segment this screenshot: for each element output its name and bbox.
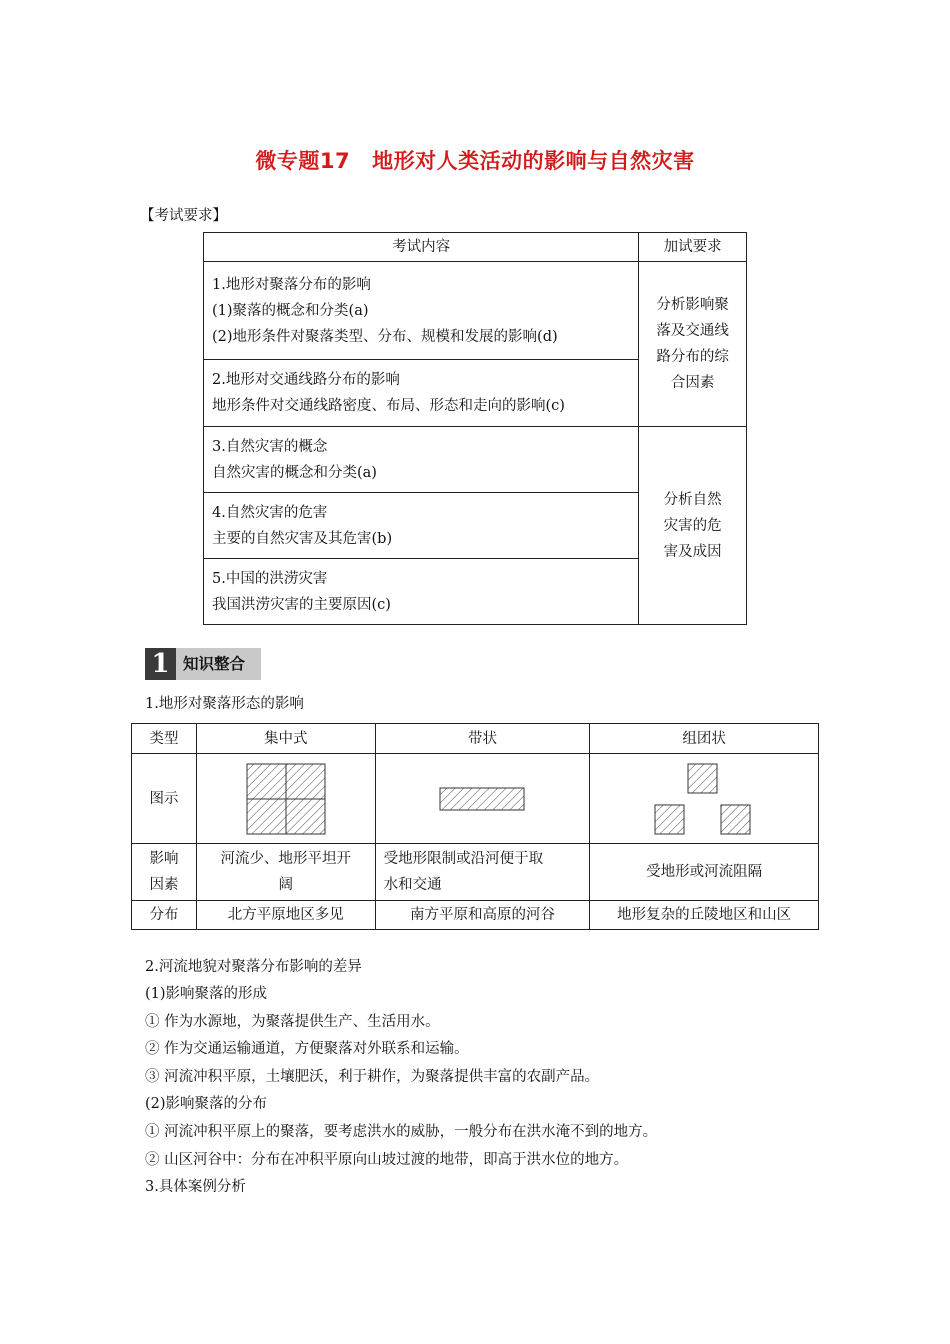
row-label-factor: 影响 因素 xyxy=(132,844,197,901)
p2-item-2-1: ① 河流冲积平原上的聚落，要考虑洪水的威胁，一般分布在洪水淹不到的地方。 xyxy=(145,1124,658,1140)
p2-sub2: (2)影响聚落的分布 xyxy=(145,1096,268,1112)
req-row-5: 5.中国的洪涝灾害 我国洪涝灾害的主要原因(c) xyxy=(204,559,639,625)
distribution-cluster: 地形复杂的丘陵地区和山区 xyxy=(590,901,819,930)
concentrated-diagram xyxy=(246,763,326,835)
cluster-diagram xyxy=(654,763,754,835)
p2-item-1-1: ① 作为水源地，为聚落提供生产、生活用水。 xyxy=(145,1014,440,1030)
req-extra-2: 分析自然 灾害的危 害及成因 xyxy=(639,427,747,625)
distribution-strip: 南方平原和高原的河谷 xyxy=(375,901,590,930)
settlement-table xyxy=(131,723,819,930)
p2-item-1-3: ③ 河流冲积平原，土壤肥沃，利于耕作，为聚落提供丰富的农副产品。 xyxy=(145,1069,600,1085)
requirements-table xyxy=(203,232,747,625)
page-title: 微专题17 地形对人类活动的影响与自然灾害 xyxy=(255,149,695,173)
p2-item-2-2: ② 山区河谷中：分布在冲积平原向山坡过渡的地带，即高于洪水位的地方。 xyxy=(145,1152,629,1168)
factor-concentrated: 河流少、地形平坦开 阔 xyxy=(196,844,375,901)
req-extra-1: 分析影响聚 落及交通线 路分布的综 合因素 xyxy=(639,262,747,427)
distribution-concentrated: 北方平原地区多见 xyxy=(196,901,375,930)
req-row-1: 1.地形对聚落分布的影响 (1)聚落的概念和分类(a) (2)地形条件对聚落类型、分布、规模和发展的影响(d) xyxy=(204,262,639,360)
p1-title: 1.地形对聚落形态的影响 xyxy=(145,696,304,712)
factor-cluster: 受地形或河流阻隔 xyxy=(590,844,819,901)
type-strip: 带状 xyxy=(375,724,590,754)
factor-strip: 受地形限制或沿河便于取 水和交通 xyxy=(375,844,590,901)
diagram-cluster xyxy=(590,754,819,844)
row-label-diagram: 图示 xyxy=(132,754,197,844)
diagram-strip xyxy=(375,754,590,844)
p2-sub1: (1)影响聚落的形成 xyxy=(145,986,268,1002)
exam-requirements-label: 【考试要求】 xyxy=(140,208,227,224)
req-row-2: 2.地形对交通线路分布的影响 地形条件对交通线路密度、布局、形态和走向的影响(c) xyxy=(204,360,639,427)
row-label-distribution: 分布 xyxy=(132,901,197,930)
req-header-extra: 加试要求 xyxy=(639,233,747,262)
req-row-3: 3.自然灾害的概念 自然灾害的概念和分类(a) xyxy=(204,427,639,493)
row-label-type: 类型 xyxy=(132,724,197,754)
p2-title: 2.河流地貌对聚落分布影响的差异 xyxy=(145,959,362,975)
req-row-4: 4.自然灾害的危害 主要的自然灾害及其危害(b) xyxy=(204,493,639,559)
req-header-content: 考试内容 xyxy=(204,233,639,262)
section-header xyxy=(145,648,261,680)
diagram-concentrated xyxy=(196,754,375,844)
strip-diagram xyxy=(439,787,525,811)
type-cluster: 组团状 xyxy=(590,724,819,754)
section-number: 1 xyxy=(145,648,176,680)
p3-title: 3.具体案例分析 xyxy=(145,1179,246,1195)
section-label: 知识整合 xyxy=(183,655,246,673)
type-concentrated: 集中式 xyxy=(196,724,375,754)
p2-item-1-2: ② 作为交通运输通道，方便聚落对外联系和运输。 xyxy=(145,1041,469,1057)
